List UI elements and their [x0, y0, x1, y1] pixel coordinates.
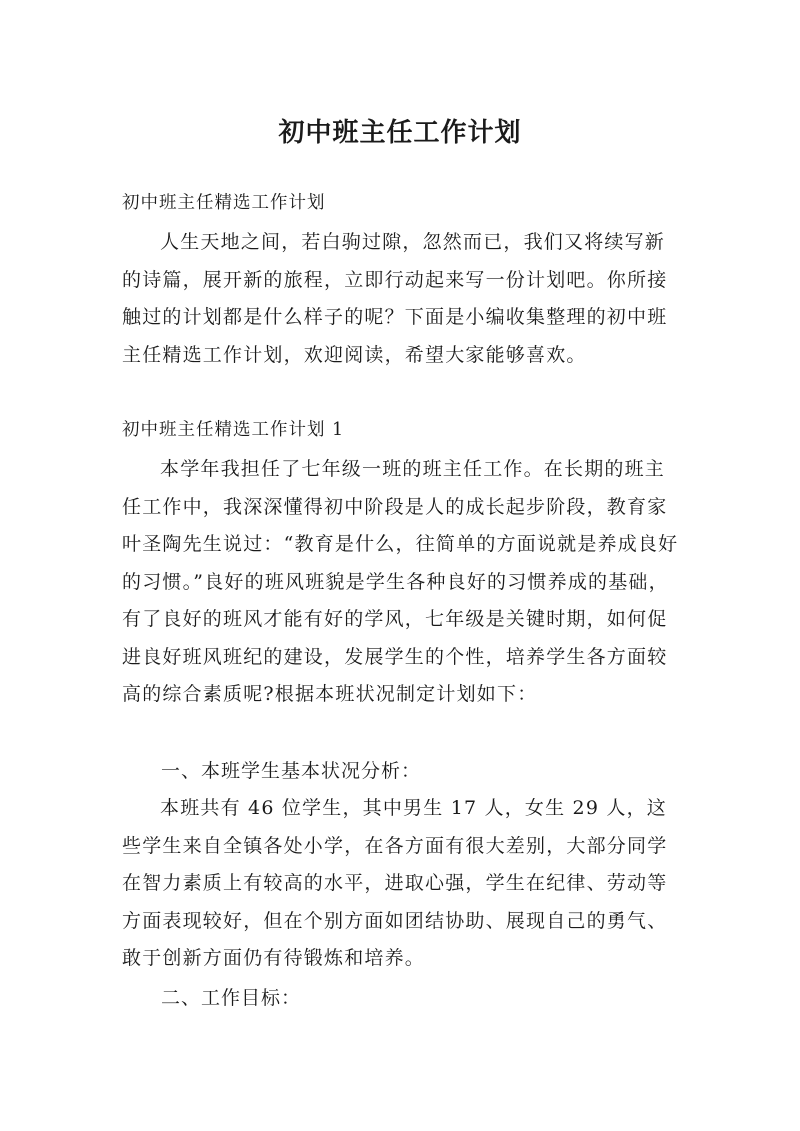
subheading-plan-1: 初中班主任精选工作计划 1: [122, 420, 345, 440]
section-heading-work-goals: 二、工作目标：: [161, 987, 302, 1009]
section-heading-student-analysis: 一、本班学生基本状况分析：: [161, 760, 422, 782]
subheading-selected-plans: 初中班主任精选工作计划: [122, 193, 326, 213]
document-title: 初中班主任工作计划: [278, 118, 522, 149]
paragraph-student-analysis: 本班共有 46 位学生，其中男生 17 人，女生 29 人，这些学生来自全镇各处小学，在各方面有很大差别，大部分同学在智力素质上有较高的水平，进取心强，学生在纪律、劳动等方面表现较好，但在个别方面如团结协助、展现自己的勇气、敢于创新方面仍有待锻炼和培养。: [122, 797, 668, 969]
intro-paragraph: 人生天地之间，若白驹过隙，忽然而已，我们又将续写新的诗篇，展开新的旅程，立即行动起来写一份计划吧。你所接触过的计划都是什么样子的呢？下面是小编收集整理的初中班主任精选工作计划，欢迎阅读，希望大家能够喜欢。: [122, 231, 668, 366]
paragraph-class-teacher-intro: 本学年我担任了七年级一班的班主任工作。在长期的班主任工作中，我深深懂得初中阶段是人的成长起步阶段，教育家叶圣陶先生说过：“教育是什么，往简单的方面说就是养成良好的习惯。”良好的班风班貌是学生各种良好的习惯养成的基础，有了良好的班风才能有好的学风，七年级是关键时期，如何促进良好班风班纪的建设，发展学生的个性，培养学生各方面较高的综合素质呢?根据本班状况制定计划如下：: [122, 458, 679, 705]
